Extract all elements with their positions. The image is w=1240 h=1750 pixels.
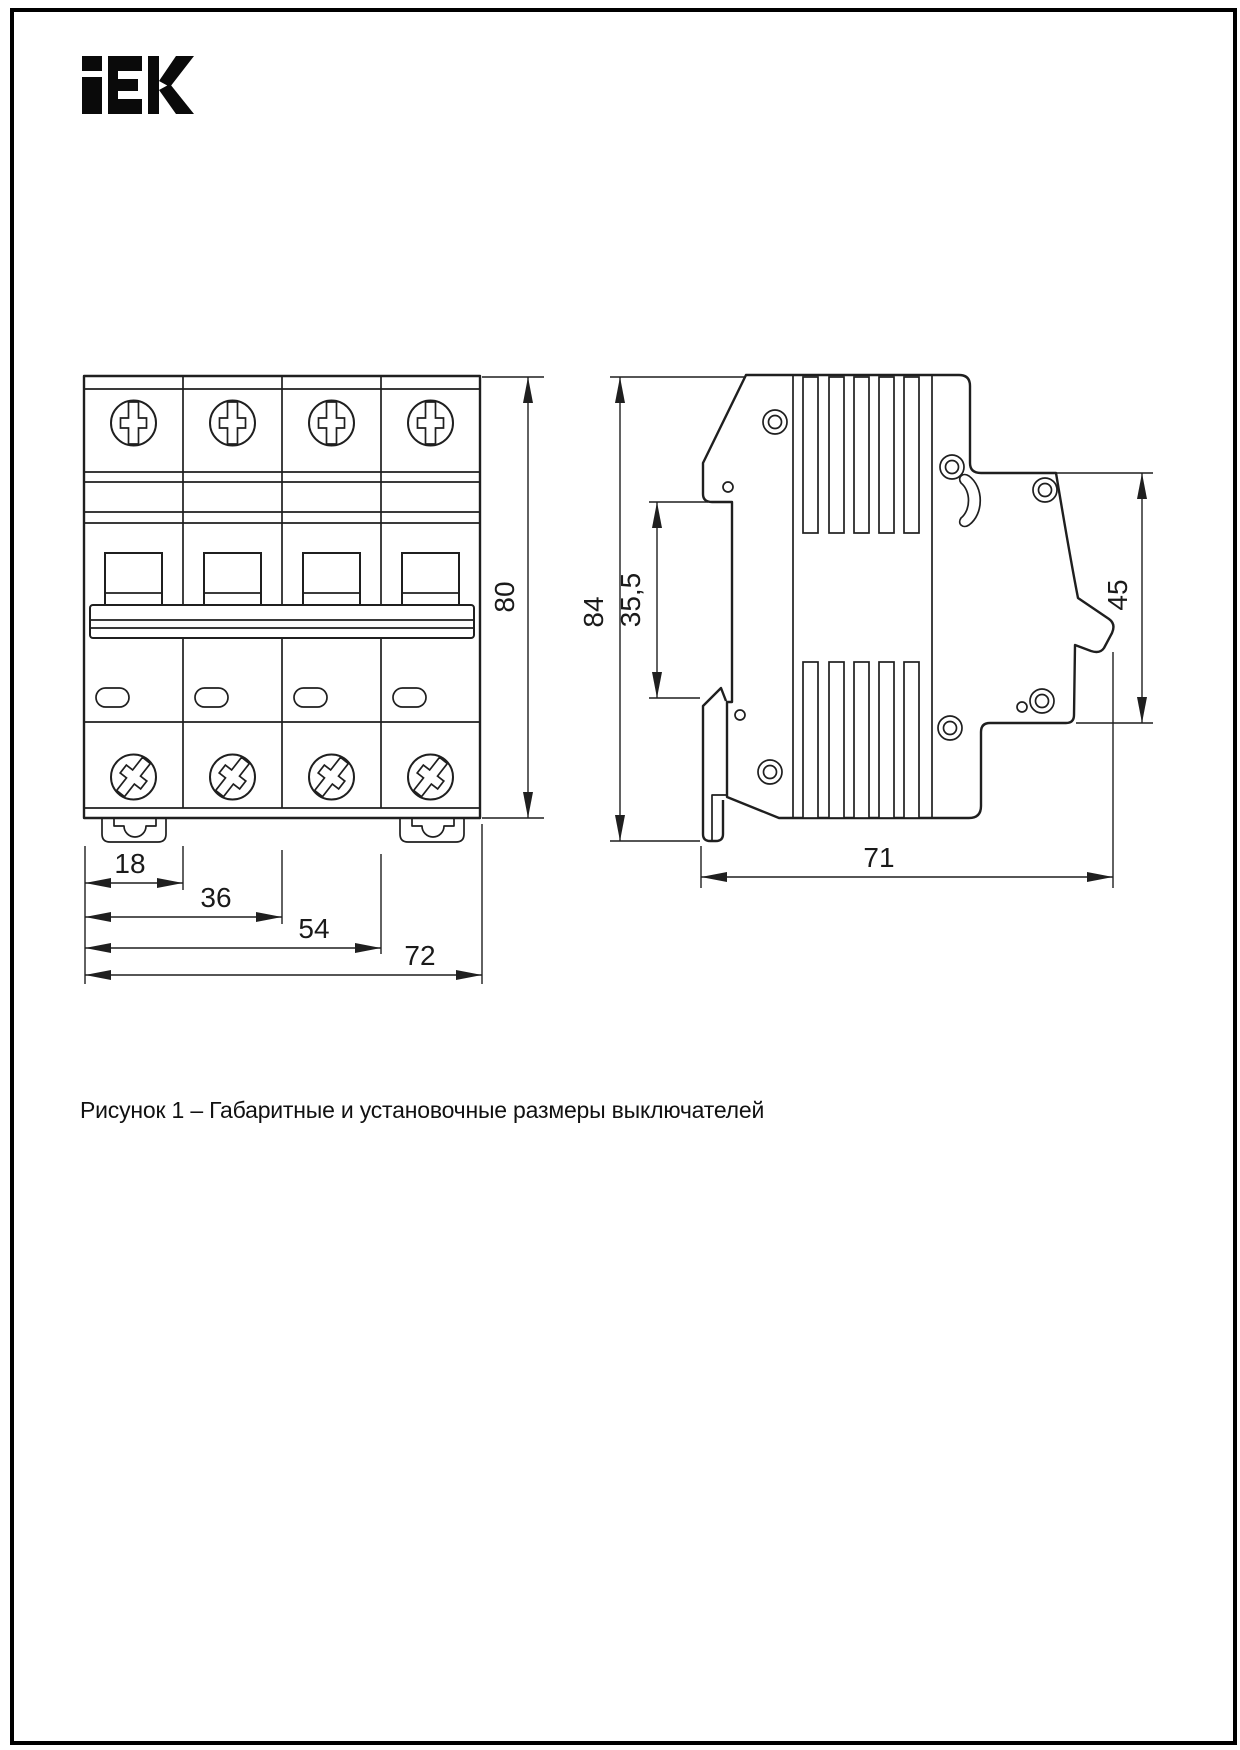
dimension-80-label: 80	[489, 581, 520, 613]
dimension-18	[85, 848, 183, 888]
dimensions	[85, 377, 1153, 984]
dimension-84	[578, 377, 744, 841]
terminal-screw-bottom	[110, 752, 156, 801]
dimension-54	[85, 913, 381, 953]
pin-hole	[723, 482, 733, 492]
rivet	[758, 760, 782, 784]
dimension-45-label: 45	[1102, 579, 1133, 611]
terminal-screw-bottom	[209, 752, 255, 801]
terminal-screw-bottom	[308, 752, 354, 801]
figure-caption: Рисунок 1 – Габаритные и установочные размеры выключателей	[80, 1097, 765, 1123]
toggle-handle	[402, 553, 459, 605]
label-window	[393, 688, 426, 707]
side-view	[703, 375, 1113, 841]
vent-slots-top	[803, 377, 919, 533]
dimension-18-label: 18	[114, 848, 146, 879]
dimension-72-label: 72	[404, 940, 436, 971]
rivet	[938, 716, 962, 740]
din-rail-clip	[703, 688, 726, 841]
label-window	[195, 688, 228, 707]
dimension-72	[85, 940, 482, 980]
rivet	[763, 410, 787, 434]
rivet	[1030, 689, 1054, 713]
terminal-screw-top	[111, 401, 156, 446]
dimension-84-label: 84	[578, 596, 609, 628]
din-clip-tab	[102, 818, 166, 842]
vent-slots-bottom	[803, 662, 919, 818]
dimension-54-label: 54	[298, 913, 330, 944]
toggle-handle	[204, 553, 261, 605]
dimension-80	[482, 377, 544, 818]
dimension-35-5-label: 35,5	[615, 572, 646, 628]
label-window	[96, 688, 129, 707]
label-window	[294, 688, 327, 707]
terminal-screw-top	[408, 401, 453, 446]
toggle-handle	[105, 553, 162, 605]
terminal-screw-bottom	[407, 752, 453, 801]
toggle-handle	[303, 553, 360, 605]
dimension-71-label: 71	[863, 842, 895, 873]
terminal-screw-top	[210, 401, 255, 446]
dimension-35-5	[615, 502, 708, 698]
rivet	[1033, 478, 1057, 502]
dimension-36-label: 36	[200, 882, 232, 913]
pin-hole	[735, 710, 745, 720]
pin-hole	[1017, 702, 1027, 712]
curved-slot	[960, 475, 981, 527]
front-view	[84, 376, 480, 842]
toggle-tie-bar	[90, 605, 474, 638]
din-clip-tab	[400, 818, 464, 842]
dimension-45	[1056, 473, 1153, 723]
terminal-screw-top	[309, 401, 354, 446]
